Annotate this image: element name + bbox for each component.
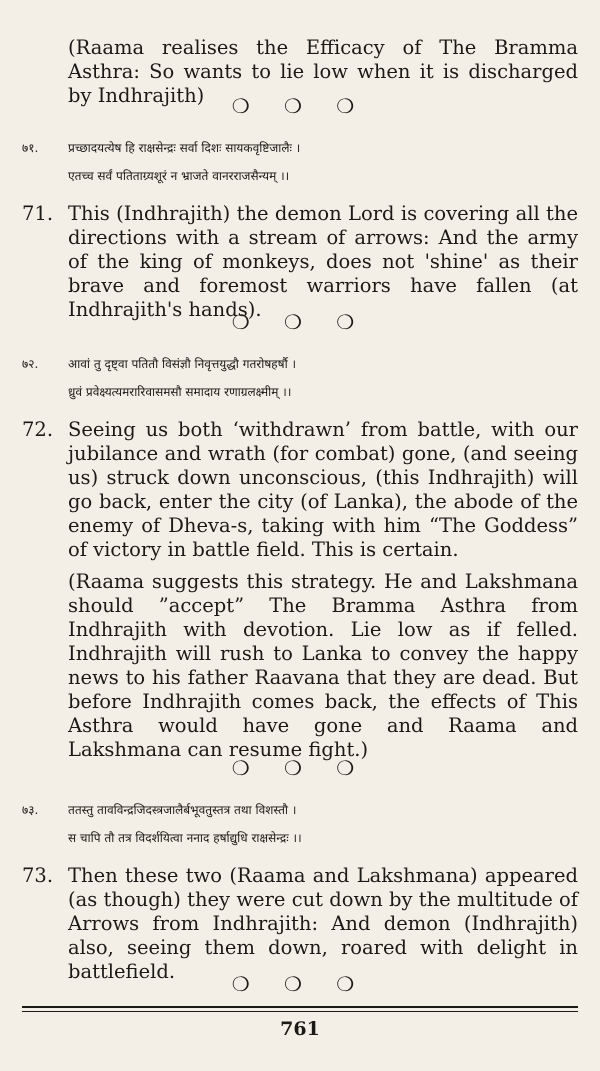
- sanskrit-line-1: प्रच्छादयत्येष हि राक्षसेन्द्रः सर्वा दिशः सायकवृष्टिजालैः ।: [68, 141, 301, 155]
- separator-1: ❍ ❍ ❍: [231, 94, 369, 118]
- sanskrit-line-2: स चापि तौ तत्र विदर्शयित्वा ननाद हर्षाद्युधि राक्षसेन्द्रः ।।: [68, 831, 302, 845]
- verse-number: 73.: [22, 864, 54, 887]
- verse-number: 72.: [22, 418, 54, 441]
- sanskrit-line-2: एतच्च सर्वं पतिताग्र्यशूरं न भ्राजते वानरराजसैन्यम् ।।: [68, 169, 290, 183]
- sanskrit-verse-72: [22, 350, 582, 406]
- footer-rule-bottom: [22, 1011, 578, 1012]
- sanskrit-verse-73: [22, 796, 582, 852]
- sanskrit-line-1: ततस्तु तावविन्द्रजिदस्त्रजालैर्बभूवतुस्तत्र तथा विशस्तौ ।: [68, 803, 297, 817]
- footer-rule-top: [22, 1006, 578, 1008]
- sanskrit-verse-number: ७१.: [22, 141, 39, 155]
- commentary-note-72: (Raama suggests this strategy. He and Lakshmana should ”accept” The Bramma Asthra from Indhrajith with devotion. Lie low as if felled. Indhrajith will rush to Lanka to convey the happy news to his father Raavana that they are dead. But before Indhrajith comes back, the effects of This Asthra would have gone and Raama and Lakshmana can resume fight.): [68, 570, 578, 761]
- verse-number: 71.: [22, 202, 54, 225]
- sanskrit-line-2: ध्रुवं प्रवेक्ष्यत्यमरारिवासमसौ समादाय रणाग्रलक्ष्मीम् ।।: [68, 385, 292, 399]
- sanskrit-verse-number: ७२.: [22, 357, 39, 371]
- sanskrit-verse-71: [22, 134, 582, 190]
- intro-note: (Raama realises the Efficacy of The Bramma Asthra: So wants to lie low when it is discharged by Indhrajith): [68, 36, 578, 107]
- sanskrit-verse-number: ७३.: [22, 803, 39, 817]
- page-number: 761: [280, 1018, 320, 1040]
- sanskrit-line-1: आवां तु दृष्ट्वा पतितौ विसंज्ञौ निवृत्तयुद्धौ गतरोषहर्षौ ।: [68, 357, 297, 371]
- separator-3: ❍ ❍ ❍: [231, 756, 369, 780]
- separator-2: ❍ ❍ ❍: [231, 310, 369, 334]
- translation-text: This (Indhrajith) the demon Lord is covering all the directions with a stream of arrows: And the army of the king of monkeys, does not 'shine' as their brave and foremost warriors have fallen (at Indhrajith's hands).: [68, 202, 578, 321]
- translation-text: Seeing us both ‘withdrawn’ from battle, with our jubilance and wrath (for combat) gone, (and seeing us) struck down unconscious, (this Indhrajith) will go back, enter the city (of Lanka), the abode of the enemy of Dheva-s, taking with him “The Goddess” of victory in battle field. This is certain.: [68, 418, 578, 561]
- separator-4: ❍ ❍ ❍: [231, 972, 369, 996]
- translation-text: Then these two (Raama and Lakshmana) appeared (as though) they were cut down by the multitude of Arrows from Indhrajith: And demon (Indhrajith) also, seeing them down, roared with delight in battlefield.: [68, 864, 578, 983]
